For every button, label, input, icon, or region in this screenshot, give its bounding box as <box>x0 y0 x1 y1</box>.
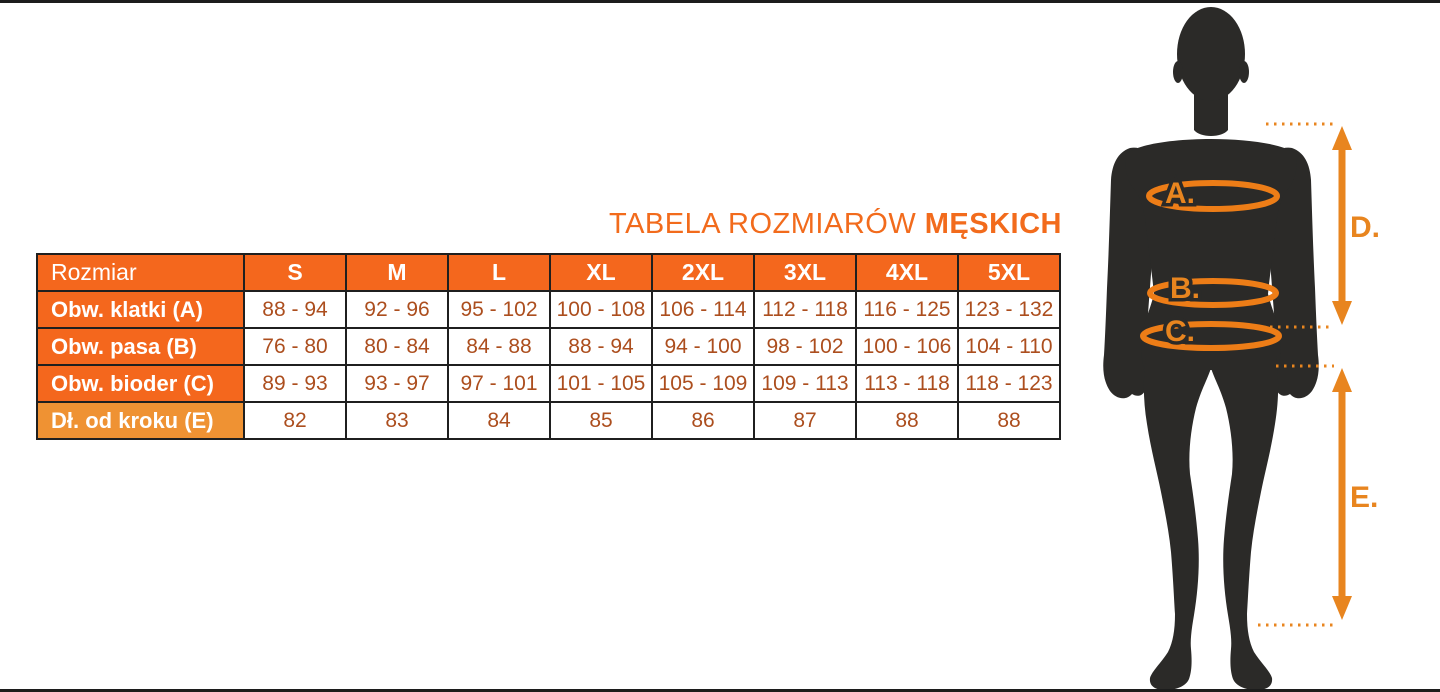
size-value-cell: 89 - 93 <box>244 365 346 402</box>
size-value-cell: 106 - 114 <box>652 291 754 328</box>
size-value-cell: 88 - 94 <box>550 328 652 365</box>
size-value-cell: 98 - 102 <box>754 328 856 365</box>
size-value-cell: 100 - 106 <box>856 328 958 365</box>
torso-length-label: D. <box>1350 211 1380 244</box>
size-table-body <box>37 291 1060 439</box>
measurement-figure <box>1080 0 1440 692</box>
ear-left-shape <box>1173 61 1183 83</box>
size-value-cell: 109 - 113 <box>754 365 856 402</box>
size-column-header: 4XL <box>856 254 958 291</box>
size-value-cell: 105 - 109 <box>652 365 754 402</box>
chest-label: A. <box>1165 177 1195 210</box>
size-column-header: S <box>244 254 346 291</box>
size-value-cell: 76 - 80 <box>244 328 346 365</box>
size-column-header: 3XL <box>754 254 856 291</box>
size-value-cell: 88 - 94 <box>244 291 346 328</box>
size-value-cell: 100 - 108 <box>550 291 652 328</box>
size-column-header: 2XL <box>652 254 754 291</box>
size-value-cell: 112 - 118 <box>754 291 856 328</box>
man-figure-svg <box>1080 0 1440 692</box>
arrow-head-up-icon <box>1332 368 1352 392</box>
size-value-cell: 86 <box>652 402 754 439</box>
hip-label: C. <box>1165 315 1195 348</box>
size-value-cell: 95 - 102 <box>448 291 550 328</box>
size-value-cell: 80 - 84 <box>346 328 448 365</box>
head-shape <box>1177 7 1245 101</box>
rozmiar-column-header: Rozmiar <box>37 254 244 291</box>
size-value-cell: 84 - 88 <box>448 328 550 365</box>
ear-right-shape <box>1239 61 1249 83</box>
size-value-cell: 92 - 96 <box>346 291 448 328</box>
measurement-row-label: Obw. klatki (A) <box>37 291 244 328</box>
title-regular-part: TABELA ROZMIARÓW <box>609 208 917 240</box>
table-row <box>37 402 1060 439</box>
arrow-head-down-icon <box>1332 596 1352 620</box>
arrow-head-down-icon <box>1332 301 1352 325</box>
size-value-cell: 104 - 110 <box>958 328 1060 365</box>
size-value-cell: 88 <box>958 402 1060 439</box>
size-value-cell: 87 <box>754 402 856 439</box>
waist-label: B. <box>1170 272 1200 305</box>
size-value-cell: 82 <box>244 402 346 439</box>
size-value-cell: 123 - 132 <box>958 291 1060 328</box>
leg-shape <box>1144 356 1211 690</box>
title-bold-part: MĘSKICH <box>924 208 1062 240</box>
size-value-cell: 116 - 125 <box>856 291 958 328</box>
size-value-cell: 97 - 101 <box>448 365 550 402</box>
size-value-cell: 84 <box>448 402 550 439</box>
size-column-header: L <box>448 254 550 291</box>
arrow-head-up-icon <box>1332 126 1352 150</box>
size-value-cell: 93 - 97 <box>346 365 448 402</box>
size-value-cell: 118 - 123 <box>958 365 1060 402</box>
size-column-header: 5XL <box>958 254 1060 291</box>
size-value-cell: 85 <box>550 402 652 439</box>
leg-shape-mirror <box>1211 356 1278 690</box>
measurement-row-label: Dł. od kroku (E) <box>37 402 244 439</box>
measurement-row-label: Obw. bioder (C) <box>37 365 244 402</box>
size-column-header: XL <box>550 254 652 291</box>
size-value-cell: 83 <box>346 402 448 439</box>
inseam-label: E. <box>1350 481 1379 514</box>
size-table <box>36 253 1061 440</box>
measurement-row-label: Obw. pasa (B) <box>37 328 244 365</box>
size-value-cell: 113 - 118 <box>856 365 958 402</box>
page-title <box>36 208 1062 241</box>
table-row <box>37 328 1060 365</box>
torso-shape <box>1125 139 1296 370</box>
size-column-header: M <box>346 254 448 291</box>
table-row <box>37 291 1060 328</box>
size-value-cell: 101 - 105 <box>550 365 652 402</box>
size-value-cell: 88 <box>856 402 958 439</box>
size-table-head-row <box>37 254 1060 291</box>
size-value-cell: 94 - 100 <box>652 328 754 365</box>
table-row <box>37 365 1060 402</box>
